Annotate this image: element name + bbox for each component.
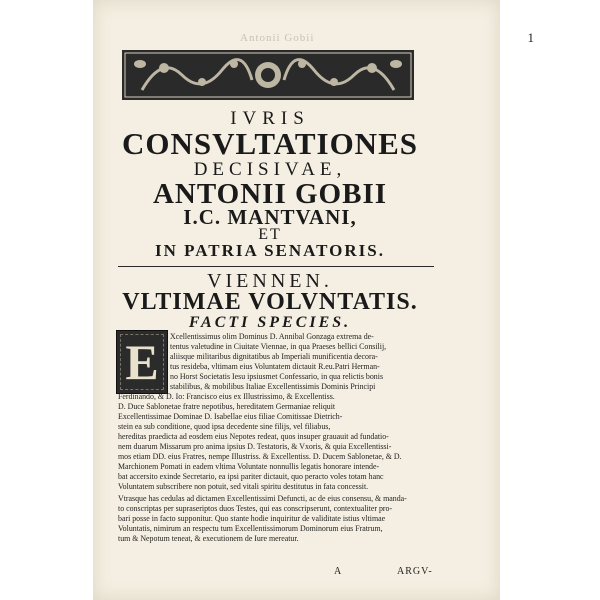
- body-line: no Horst Societatis Iesu ipsiusmet Confessario, in qua relictis bonis: [170, 372, 384, 381]
- section-heading-1: VIENNEN.: [207, 270, 333, 292]
- title-line-6: ET: [258, 226, 282, 243]
- body-line: bari posse in facto supponitur. Quo stante hodie inquiritur de validitate istius vltimae: [118, 514, 386, 523]
- body-line: Ferdinando, & D. Io: Francisco eius ex Illustrissimo, & Excellentiss.: [118, 392, 335, 401]
- body-line: Excellentissimae Dominae D. Isabellae eius filiae Comitissae Dietrich-: [118, 412, 343, 421]
- body-line: bat accersito exinde Secretario, ea ipsi pariter dictauit, quo peracto voles totam hanc: [118, 472, 384, 481]
- body-line: mos etiam DD. eius Fratres, nempe Illustriss. & Excellentiss. D. Ducem Sablonetae, & D.: [118, 452, 402, 461]
- title-line-2: CONSVLTATIONES: [122, 126, 418, 161]
- ornamental-headpiece: [122, 50, 414, 100]
- catchword: ARGV-: [397, 566, 433, 577]
- page-number: 1: [527, 30, 534, 45]
- body-line: D. Duce Sablonetae fratre nepotibus, hereditatem Germaniae reliquit: [118, 402, 336, 411]
- body-line: Marchionem Pomati in eadem vltima Voluntate nonnullis legatis honorare intende-: [118, 462, 380, 471]
- body-line: stabilibus, & mobilibus Italiae Excellentissimis Dominis Principi: [170, 382, 376, 391]
- section-heading-3: FACTI SPECIES.: [188, 314, 352, 331]
- title-line-1: IVRIS: [230, 108, 310, 129]
- body-line: tentus valetudine in Ciuitate Viennae, in qua Praeses bellici Consilij,: [170, 342, 387, 351]
- body-line: nem duarum Missarum pro anima ipsius D. Testatoris, & Vxoris, & quia Excellentissi-: [118, 442, 392, 451]
- body-line: Vtrasque has cedulas ad dictamen Excellentissimi Defuncti, ac de eius consensu, & manda-: [118, 494, 407, 503]
- section-heading-2: VLTIMAE VOLVNTATIS.: [122, 289, 418, 315]
- title-line-5: I.C. MANTVANI,: [183, 205, 357, 229]
- body-line: aliisque militaribus dignitatibus ab Imperiali munificentia decora-: [170, 352, 378, 361]
- section-rule: [118, 266, 434, 267]
- bleed-through-text: Antonii Gobii: [240, 32, 315, 44]
- title-line-4: ANTONII GOBII: [152, 178, 388, 210]
- body-line: Xcellentissimus olim Dominus D. Annibal Gonzaga extrema de-: [170, 332, 374, 341]
- decorated-initial: [116, 330, 168, 394]
- initial-letter: E: [125, 334, 159, 390]
- body-line: hereditas praedicta ad eosdem eius Nepotes redeat, quos insuper grauauit ad fundatio-: [118, 432, 389, 441]
- title-line-7: IN PATRIA SENATORIS.: [154, 241, 386, 260]
- body-line: tum & Nepotum teneat, & executionem de Iure mereatur.: [118, 534, 299, 543]
- body-line: to conscriptas per supraseriptos duos Testes, qui eas conscripserunt, contextualiter pro-: [118, 504, 393, 513]
- signature-mark: A: [334, 566, 342, 577]
- title-line-3: DECISIVAE,: [193, 159, 347, 180]
- body-line: Voluntatem subscribere non potuit, sed vitali spiritu destitutus in fata concessit.: [118, 482, 369, 491]
- body-line: tus resideba, vltimam eius Voluntatem dictauit R.eu.Patri Herman-: [170, 362, 380, 371]
- body-line: Voluntatis, nimirum an respectu tum Excellentissimorum Dominorum eius Fratrum,: [118, 524, 383, 533]
- body-line: stein ea sub conditione, quod ipsa decedente sine filijs, vel filiabus,: [118, 422, 331, 431]
